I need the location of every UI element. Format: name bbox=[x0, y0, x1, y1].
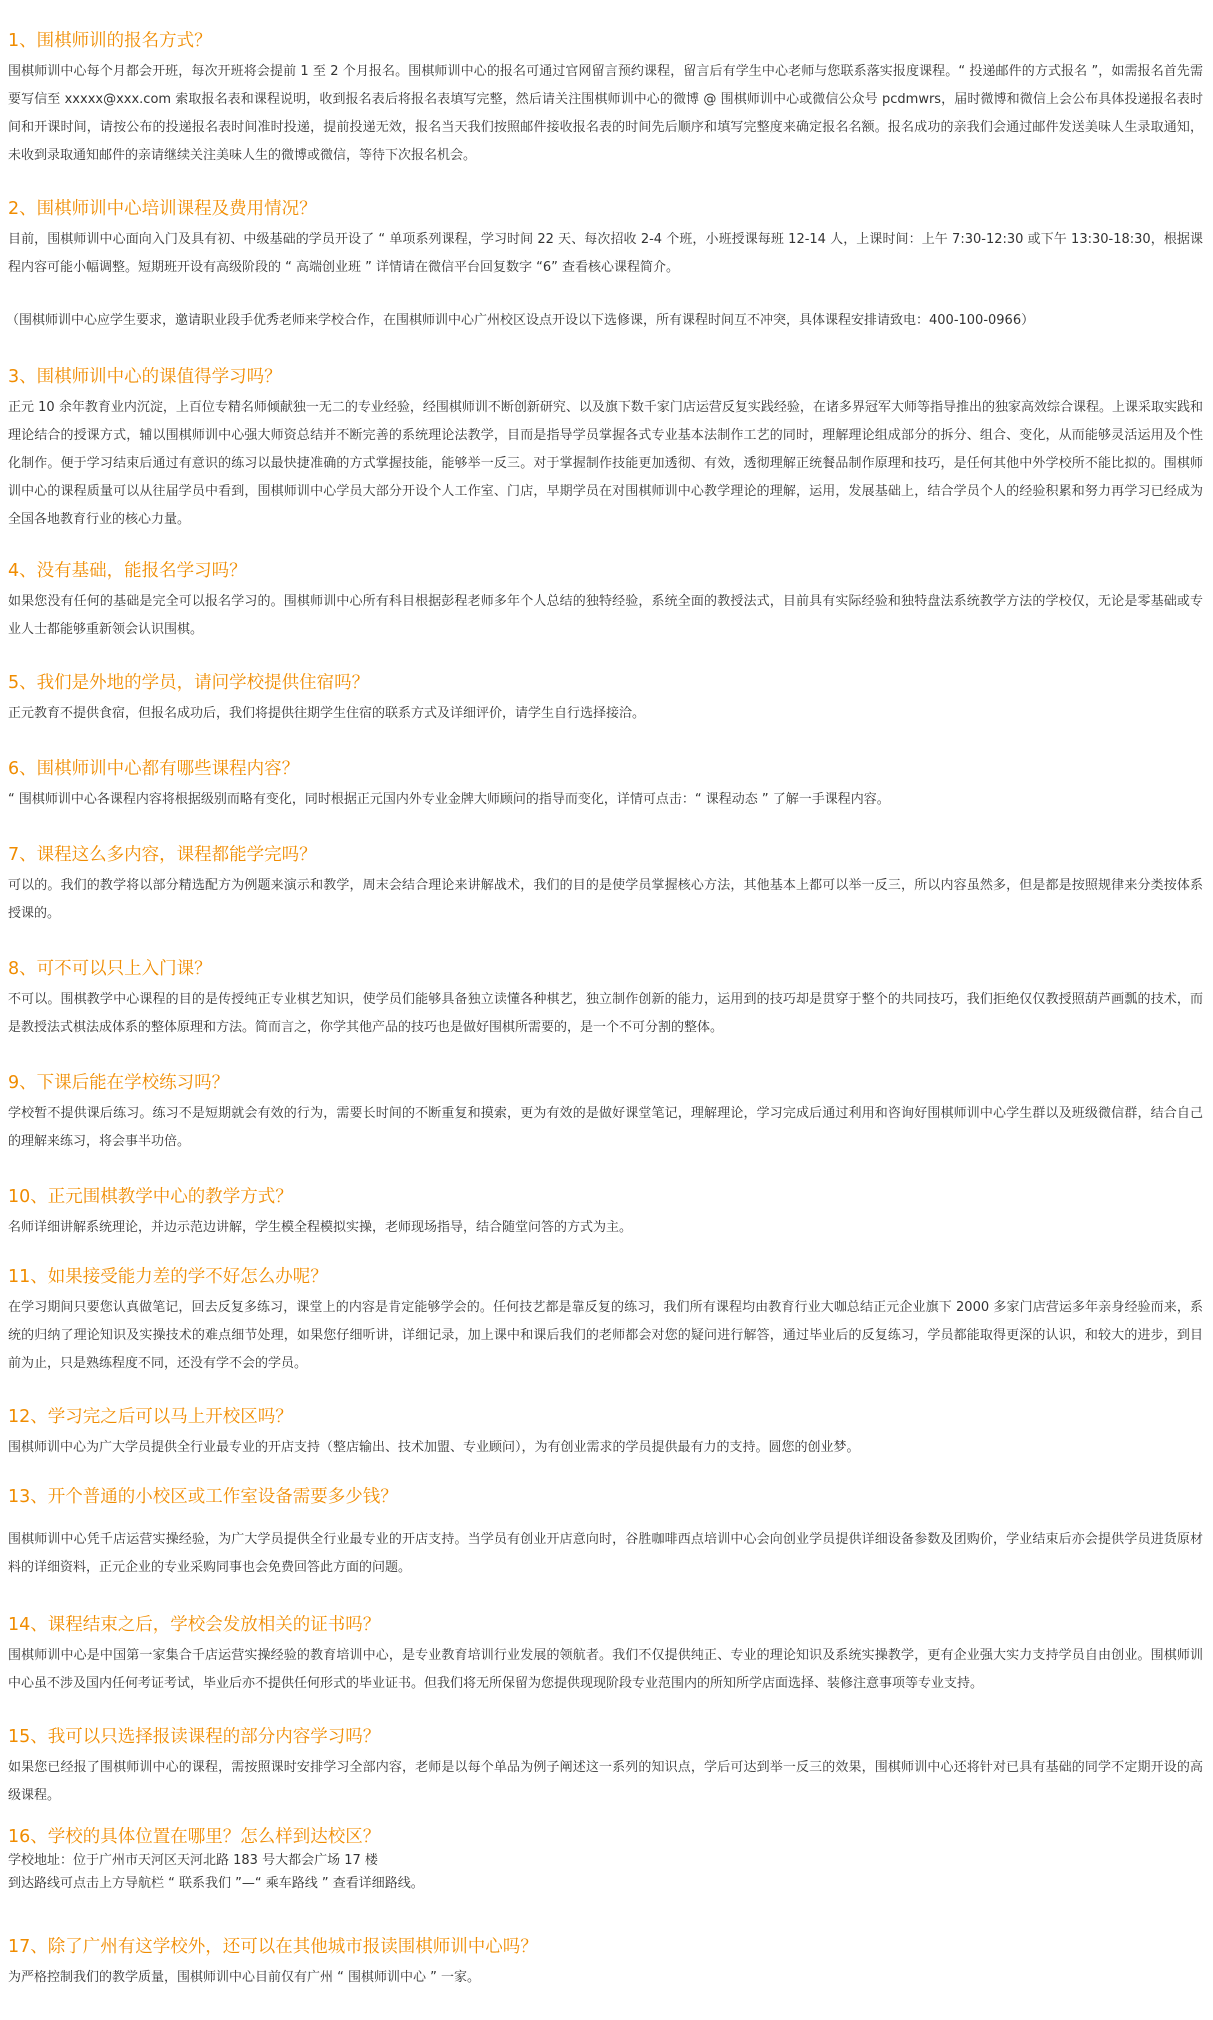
faq-answer: 正元 10 余年教育业内沉淀，上百位专精名师倾献独一无二的专业经验，经围棋师训不断创新研究、以及旗下数千家门店运营反复实践经验，在诸多界冠军大师等指导推出的独家高效综合课程。上课采取实践和理论结合的授课方式，辅以围棋师训中心强大师资总结并不断完善的系统理论法教学，目而是指导学员掌握各式专业基本法制作工艺的同时，理解理论组成部分的拆分、组合、变化，从而能够灵活运用及个性化制作。便于学习结束后通过有意识的练习以最快捷准确的方式掌握技能，能够举一反三。对于掌握制作技能更加透彻、有效，透彻理解正统餐品制作原理和技巧，是任何其他中外学校所不能比拟的。围棋师训中心的课程质量可以从往届学员中看到，围棋师训中心学员大部分开设个人工作室、门店，早期学员在对围棋师训中心教学理论的理解，运用，发展基础上，结合学员个人的经验积累和努力再学习已经成为全国各地教育行业的核心力量。 bbox=[8, 400, 1203, 527]
faq-answer: 围棋师训中心每个月都会开班，每次开班将会提前 1 至 2 个月报名。围棋师训中心的报名可通过官网留言预约课程，留言后有学生中心老师与您联系落实报度课程。“ 投递邮件的方式报名 ”，如需报名首先需要写信至 xxxxx@xxx.com 索取报名表和课程说明，收到报名表后将报名表填写完整，然后请关注围棋师训中心的微博 @ 围棋师训中心或微信公众号 pcdmwrs，届时微博和微信上会公布具体投递报名表时间和开课时间，请按公布的投递报名表时间准时投递，提前投递无效，报名当天我们按照邮件接收报名表的时间先后顺序和填写完整度来确定报名名额。报名成功的亲我们会通过邮件发送美味人生录取通知，未收到录取通知邮件的亲请继续关注美味人生的微博或微信，等待下次报名机会。 bbox=[8, 64, 1203, 163]
faq-question: 15、我可以只选择报读课程的部分内容学习吗？ bbox=[8, 1727, 381, 1747]
faq-answer: 正元教育不提供食宿，但报名成功后，我们将提供往期学生住宿的联系方式及详细评价，请学生自行选择接洽。 bbox=[8, 706, 646, 721]
faq-question: 9、下课后能在学校练习吗？ bbox=[8, 1073, 230, 1093]
faq-question: 12、学习完之后可以马上开校区吗？ bbox=[8, 1407, 293, 1427]
faq-answer: 目前，围棋师训中心面向入门及具有初、中级基础的学员开设了 “ 单项系列课程，学习时间 22 天、每次招收 2-4 个班，小班授课每班 12-14 人，上课时间：上午 7:30-12:30 或下午 13:30-18:30，根据课程内容可能小幅调整。短期班开设有高级阶段的 “ 高端创业班 ” 详情请在微信平台回复数字 “6” 查看核心课程简介。 bbox=[8, 232, 1203, 275]
faq-question: 1、围棋师训的报名方式？ bbox=[8, 31, 212, 51]
faq-answer: 名师详细讲解系统理论，并边示范边讲解，学生模全程模拟实操，老师现场指导，结合随堂问答的方式为主。 bbox=[8, 1220, 633, 1235]
faq-question: 13、开个普通的小校区或工作室设备需要多少钱？ bbox=[8, 1487, 398, 1507]
faq-item-3 bbox=[8, 366, 1203, 534]
faq-item-16 bbox=[8, 1826, 1203, 1896]
faq-question: 14、课程结束之后，学校会发放相关的证书吗？ bbox=[8, 1615, 381, 1635]
faq-question: 3、围棋师训中心的课值得学习吗？ bbox=[8, 367, 282, 387]
faq-item-9 bbox=[8, 1072, 1203, 1156]
faq-question: 4、没有基础，能报名学习吗？ bbox=[8, 561, 247, 581]
faq-item-1 bbox=[8, 30, 1203, 170]
faq-question: 5、我们是外地的学员，请问学校提供住宿吗？ bbox=[8, 673, 370, 693]
faq-item-15 bbox=[8, 1726, 1203, 1810]
faq-item-13 bbox=[8, 1486, 1203, 1582]
faq-question: 17、除了广州有这学校外，还可以在其他城市报读围棋师训中心吗？ bbox=[8, 1937, 538, 1957]
faq-question: 7、课程这么多内容，课程都能学完吗？ bbox=[8, 845, 317, 865]
faq-answer: 为严格控制我们的教学质量，围棋师训中心目前仅有广州 “ 围棋师训中心 ” 一家。 bbox=[8, 1970, 480, 1985]
faq-answer: “ 围棋师训中心各课程内容将根据级别而略有变化，同时根据正元国内外专业金牌大师顾问的指导而变化，详情可点击：“ 课程动态 ” 了解一手课程内容。 bbox=[8, 792, 890, 807]
faq-answer: 如果您已经报了围棋师训中心的课程，需按照课时安排学习全部内容，老师是以每个单品为例子阐述这一系列的知识点，学后可达到举一反三的效果，围棋师训中心还将针对已具有基础的同学不定期开设的高级课程。 bbox=[8, 1760, 1203, 1803]
faq-item-12 bbox=[8, 1406, 1203, 1462]
faq-answer: 学校暂不提供课后练习。练习不是短期就会有效的行为，需要长时间的不断重复和摸索，更为有效的是做好课堂笔记，理解理论，学习完成后通过利用和咨询好围棋师训中心学生群以及班级微信群，结合自己的理解来练习，将会事半功倍。 bbox=[8, 1106, 1203, 1149]
faq-item-8 bbox=[8, 958, 1203, 1042]
faq-question: 2、围棋师训中心培训课程及费用情况？ bbox=[8, 199, 317, 219]
faq-question: 6、围棋师训中心都有哪些课程内容？ bbox=[8, 759, 300, 779]
faq-item-2 bbox=[8, 198, 1203, 282]
faq-item-14 bbox=[8, 1614, 1203, 1698]
faq-answer: 如果您没有任何的基础是完全可以报名学习的。围棋师训中心所有科目根据彭程老师多年个人总结的独特经验，系统全面的教授法式，目前具有实际经验和独特盘法系统教学方法的学校仅，无论是零基础或专业人士都能够重新领会认识围棋。 bbox=[8, 594, 1203, 637]
faq-item-10 bbox=[8, 1186, 1203, 1242]
faq-answer: 可以的。我们的教学将以部分精选配方为例题来演示和教学，周末会结合理论来讲解战术，我们的目的是使学员掌握核心方法，其他基本上都可以举一反三，所以内容虽然多，但是都是按照规律来分类按体系授课的。 bbox=[8, 878, 1203, 921]
faq-question: 10、正元围棋教学中心的教学方式？ bbox=[8, 1187, 293, 1207]
faq-answer-address: 学校地址：位于广州市天河区天河北路 183 号大都会广场 17 楼 bbox=[8, 1853, 378, 1868]
faq-question: 11、如果接受能力差的学不好怎么办呢？ bbox=[8, 1267, 328, 1287]
faq-answer: 在学习期间只要您认真做笔记，回去反复多练习，课堂上的内容是肯定能够学会的。任何技艺都是靠反复的练习，我们所有课程均由教育行业大咖总结正元企业旗下 2000 多家门店营运多年亲身经验而来，系统的归纳了理论知识及实操技术的难点细节处理，如果您仔细听讲，详细记录，加上课中和课后我们的老师都会对您的疑问进行解答，通过毕业后的反复练习，学员都能取得更深的认识，和较大的进步，到目前为止，只是熟练程度不同，还没有学不会的学员。 bbox=[8, 1300, 1203, 1371]
faq-answer-route: 到达路线可点击上方导航栏 “ 联系我们 ”—“ 乘车路线 ” 查看详细路线。 bbox=[8, 1876, 424, 1891]
faq-answer: 围棋师训中心是中国第一家集合千店运营实操经验的教育培训中心，是专业教育培训行业发展的领航者。我们不仅提供纯正、专业的理论知识及系统实操教学，更有企业强大实力支持学员自由创业。围棋师训中心虽不涉及国内任何考证考试，毕业后亦不提供任何形式的毕业证书。但我们将无所保留为您提供现现阶段专业范围内的所知所学店面选择、装修注意事项等专业支持。 bbox=[8, 1648, 1203, 1691]
faq-item-7 bbox=[8, 844, 1203, 928]
faq-answer: 不可以。围棋教学中心课程的目的是传授纯正专业棋艺知识，使学员们能够具备独立读懂各种棋艺，独立制作创新的能力，运用到的技巧却是贯穿于整个的共同技巧，我们拒绝仅仅教授照葫芦画瓢的技术，而是教授法式棋法成体系的整体原理和方法。简而言之，你学其他产品的技巧也是做好围棋所需要的，是一个不可分割的整体。 bbox=[8, 992, 1203, 1035]
faq-question: 8、可不可以只上入门课？ bbox=[8, 959, 212, 979]
faq-item-4 bbox=[8, 560, 1203, 644]
faq-item-17 bbox=[8, 1936, 1203, 1992]
faq-answer: 围棋师训中心凭千店运营实操经验，为广大学员提供全行业最专业的开店支持。当学员有创业开店意向时，谷胜咖啡西点培训中心会向创业学员提供详细设备参数及团购价，学业结束后亦会提供学员进货原材料的详细资料，正元企业的专业采购同事也会免费回答此方面的问题。 bbox=[8, 1532, 1203, 1575]
faq-answer: 围棋师训中心为广大学员提供全行业最专业的开店支持（整店输出、技术加盟、专业顾问），为有创业需求的学员提供最有力的支持。圆您的创业梦。 bbox=[8, 1440, 860, 1455]
elective-course-note: （围棋师训中心应学生要求，邀请职业段手优秀老师来学校合作，在围棋师训中心广州校区设点开设以下选修课，所有课程时间互不冲突，具体课程安排请致电：400-100-0966） bbox=[6, 313, 1035, 328]
faq-item-5 bbox=[8, 672, 1203, 728]
faq-item-6 bbox=[8, 758, 1203, 814]
faq-item-11 bbox=[8, 1266, 1203, 1378]
faq-question: 16、学校的具体位置在哪里？怎么样到达校区？ bbox=[8, 1827, 381, 1847]
